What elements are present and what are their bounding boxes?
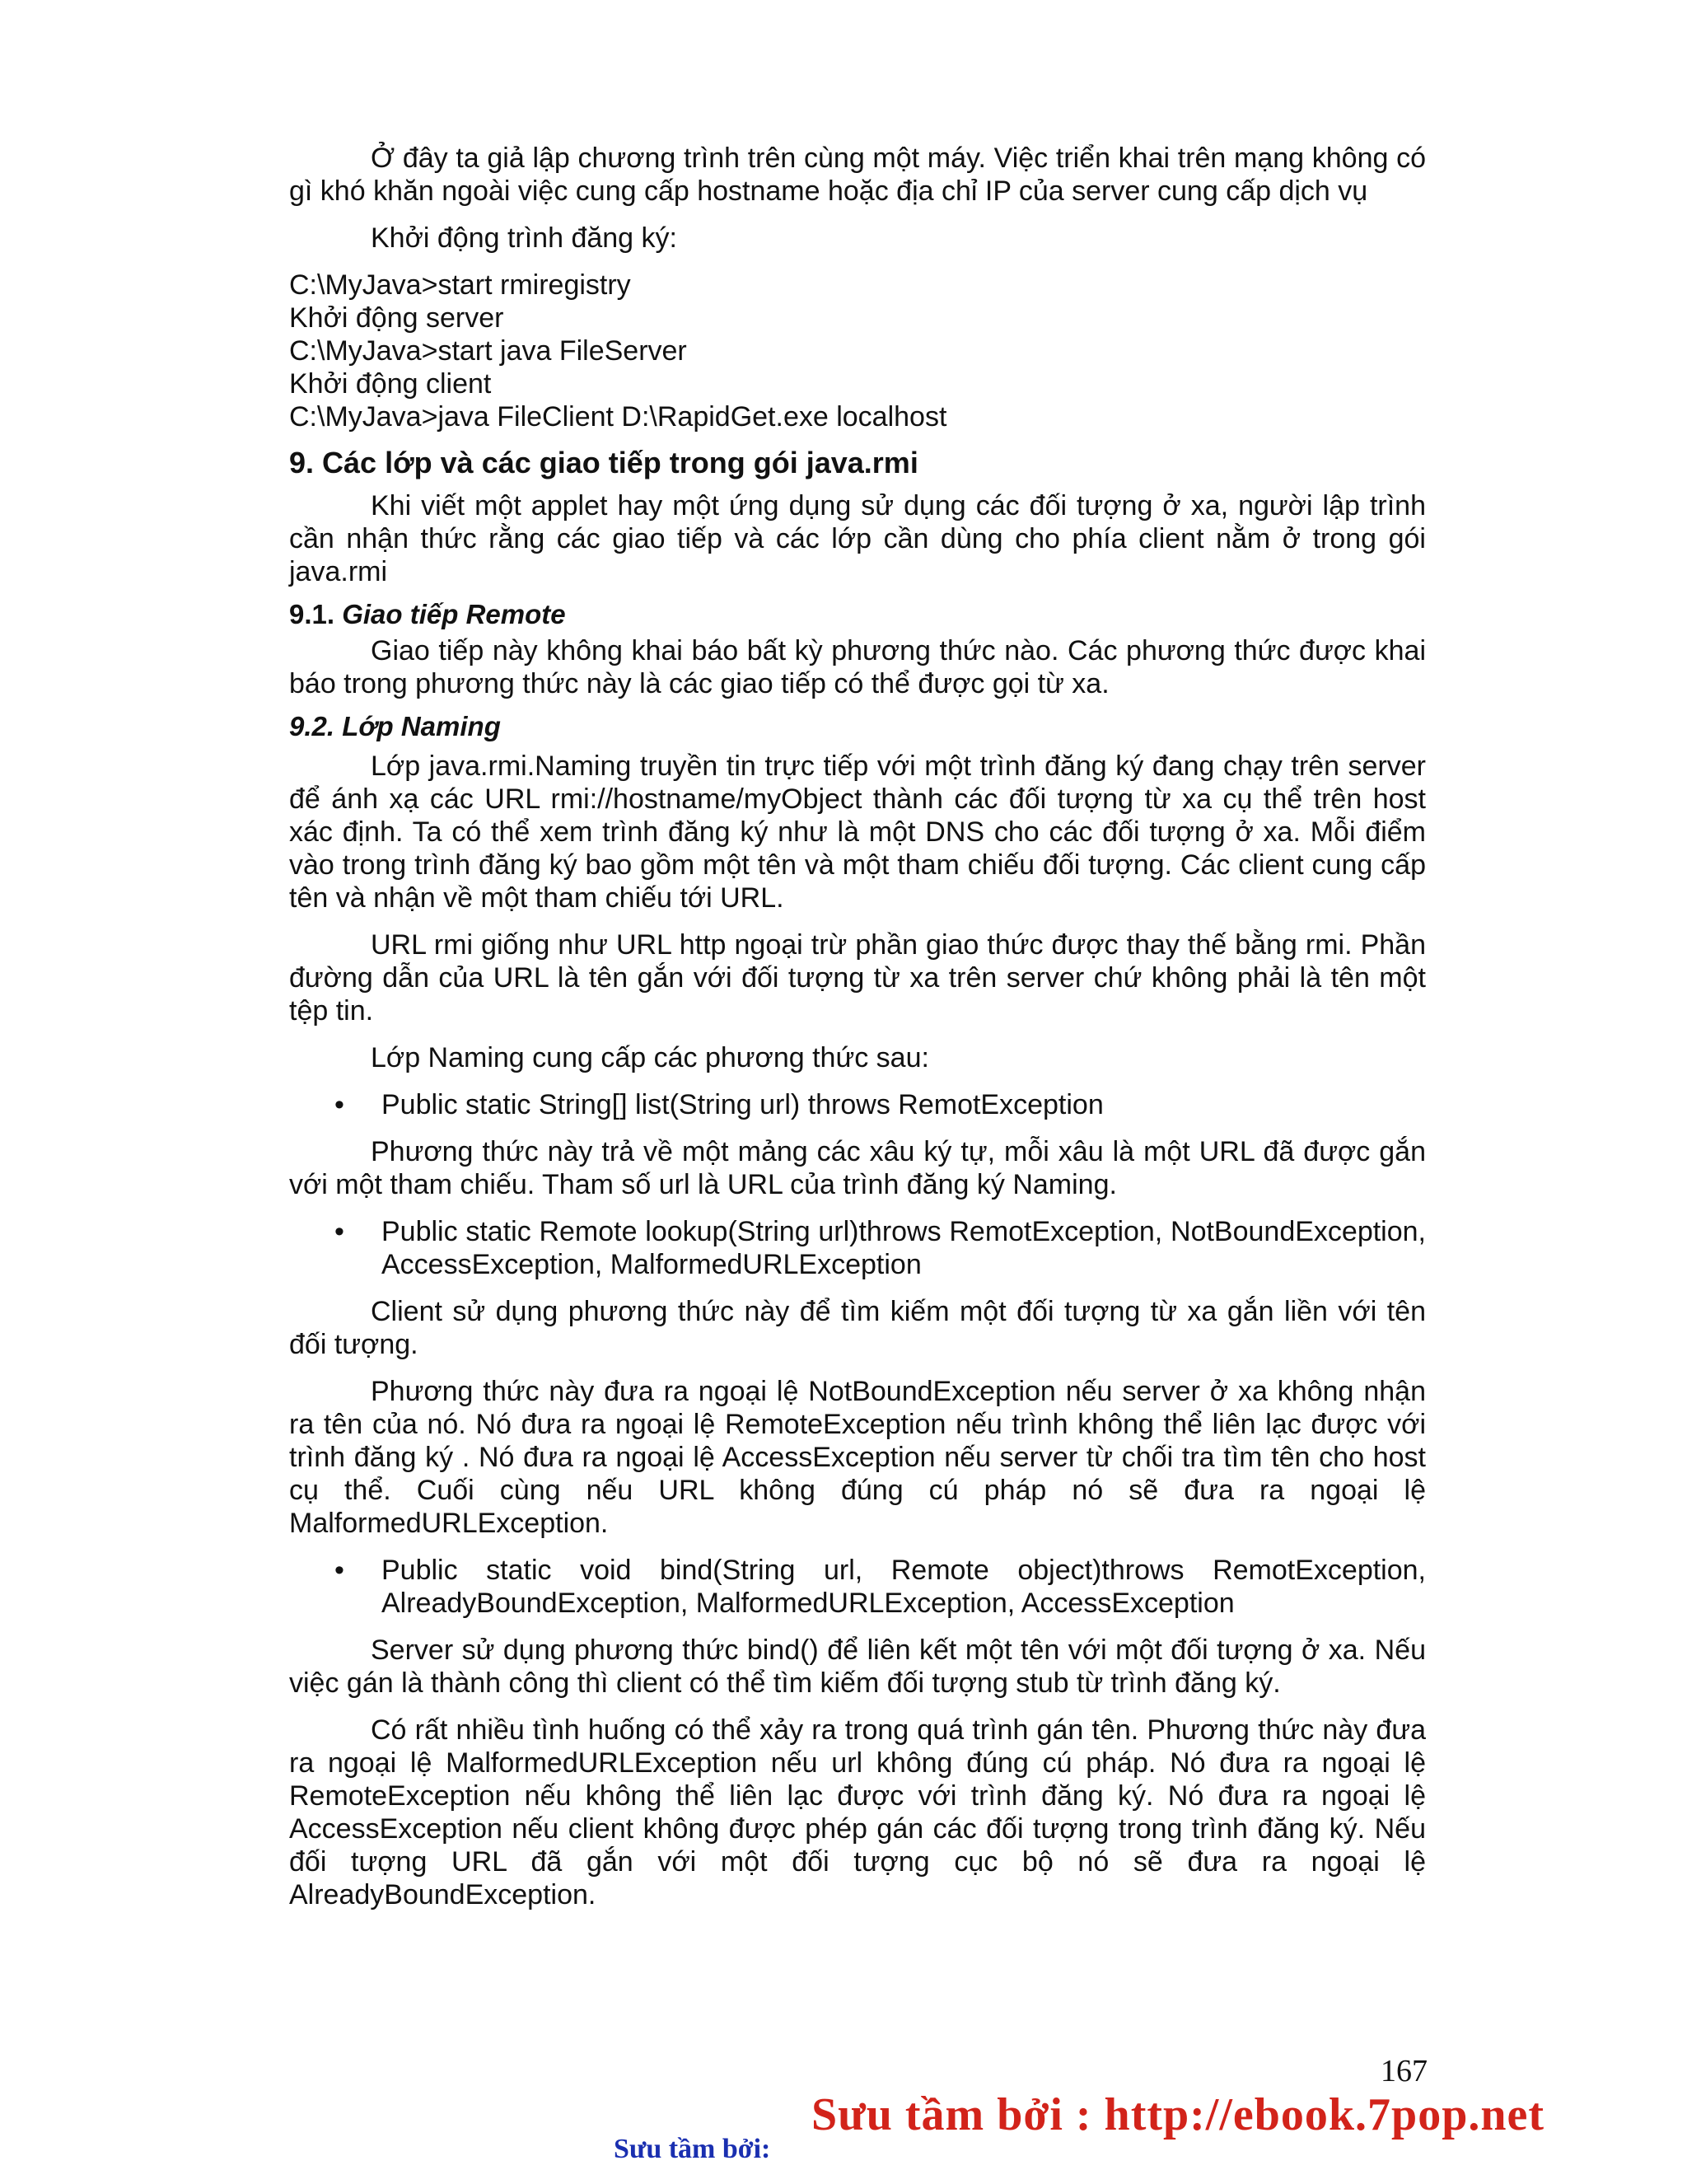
- body-paragraph: Giao tiếp này không khai báo bất kỳ phương thức nào. Các phương thức được khai báo trong phương thức này là các giao tiếp có thể được gọi từ xa.: [289, 635, 1426, 699]
- body-paragraph: Lớp java.rmi.Naming truyền tin trực tiếp với một trình đăng ký đang chạy trên server để ánh xạ các URL rmi://hostname/myObject thành các đối tượng từ xa cụ thể trên host xác định. Ta có thể xem trình đăng ký như là một DNS cho các đối tượng ở xa. Mỗi điểm vào trong trình đăng ký bao gồm một tên và một tham chiếu đối tượng. Các client cung cấp tên và nhận về một tham chiếu tới URL.: [289, 751, 1426, 914]
- command-line: C:\MyJava>start java FileServer: [289, 335, 687, 367]
- method-bullet: [289, 1554, 1426, 1620]
- subsection-heading: [289, 595, 1426, 634]
- method-bullet: [289, 1088, 1426, 1121]
- body-paragraph: Client sử dụng phương thức này để tìm kiếm một đối tượng từ xa gắn liền với tên đối tượng.: [289, 1296, 1426, 1360]
- footer-source-link[interactable]: Sưu tầm bởi : http://ebook.7pop.net: [811, 2089, 1544, 2140]
- body-paragraph: Khi viết một applet hay một ứng dụng sử dụng các đối tượng ở xa, người lập trình cần nhận thức rằng các giao tiếp và các lớp cần dùng cho phía client nằm ở trong gói java.rmi: [289, 490, 1426, 587]
- body-paragraph: Có rất nhiều tình huống có thể xảy ra trong quá trình gán tên. Phương thức này đưa ra ngoại lệ MalformedURLException nếu url không đúng cú pháp. Nó đưa ra ngoại lệ RemoteException nếu không thể liên lạc được với trình đăng ký. Nó đưa ra ngoại lệ AccessException nếu client không được phép gán các đối tượng trong trình đăng ký. Nếu đối tượng URL đã gắn với một đối tượng cục bộ nó sẽ đưa ra ngoại lệ AlreadyBoundException.: [289, 1714, 1426, 1910]
- method-signature: Public static Remote lookup(String url)throws RemotException, NotBoundException, AccessException, MalformedURLException: [381, 1216, 1426, 1280]
- command-line: C:\MyJava>start rmiregistry: [289, 269, 631, 301]
- command-line: Khởi động server: [289, 302, 504, 334]
- subsection-heading: [289, 707, 1426, 746]
- bullet-icon: •: [334, 1216, 344, 1247]
- page-content: [289, 142, 1426, 1911]
- method-signature: Public static void bind(String url, Remote object)throws RemotException, AlreadyBoundException, MalformedURLException, AccessException: [381, 1555, 1426, 1619]
- intro-paragraph: Khởi động trình đăng ký:: [371, 222, 677, 254]
- command-line: C:\MyJava>java FileClient D:\RapidGet.exe localhost: [289, 401, 947, 433]
- subsection-title: Giao tiếp Remote: [342, 599, 566, 629]
- page-number: 167: [1381, 2054, 1428, 2088]
- section-heading: 9. Các lớp và các giao tiếp trong gói java.rmi: [289, 446, 918, 479]
- intro-paragraph: Ở đây ta giả lập chương trình trên cùng một máy. Việc triển khai trên mạng không có gì khó khăn ngoài việc cung cấp hostname hoặc địa chỉ IP của server cung cấp dịch vụ: [289, 143, 1426, 207]
- bullet-icon: •: [334, 1555, 344, 1586]
- command-line: Khởi động client: [289, 368, 492, 400]
- body-paragraph: URL rmi giống như URL http ngoại trừ phần giao thức được thay thế bằng rmi. Phần đường dẫn của URL là tên gắn với đối tượng từ xa trên server chứ không phải là tên một tệp tin.: [289, 929, 1426, 1027]
- method-bullet: [289, 1215, 1426, 1281]
- body-paragraph: Server sử dụng phương thức bind() để liên kết một tên với một đối tượng ở xa. Nếu việc gán là thành công thì client có thể tìm kiếm đối tượng stub từ trình đăng ký.: [289, 1634, 1426, 1699]
- body-paragraph: Lớp Naming cung cấp các phương thức sau:: [371, 1042, 929, 1073]
- bullet-icon: •: [334, 1089, 344, 1120]
- subsection-title: 9.2. Lớp Naming: [289, 711, 501, 741]
- footer-label: Sưu tầm bởi:: [614, 2134, 771, 2164]
- method-signature: Public static String[] list(String url) throws RemotException: [381, 1089, 1104, 1120]
- body-paragraph: Phương thức này trả về một mảng các xâu ký tự, mỗi xâu là một URL đã được gắn với một tham chiếu. Tham số url là URL của trình đăng ký Naming.: [289, 1136, 1426, 1200]
- command-block: [289, 269, 1426, 433]
- body-paragraph: Phương thức này đưa ra ngoại lệ NotBoundException nếu server ở xa không nhận ra tên của nó. Nó đưa ra ngoại lệ RemoteException nếu trình không thể liên lạc được với trình đăng ký . Nó đưa ra ngoại lệ AccessException nếu server từ chối tra tìm tên cho host cụ thể. Cuối cùng nếu URL không đúng cú pháp nó sẽ đưa ra ngoại lệ MalformedURLException.: [289, 1376, 1426, 1539]
- subsection-number: 9.1.: [289, 599, 335, 629]
